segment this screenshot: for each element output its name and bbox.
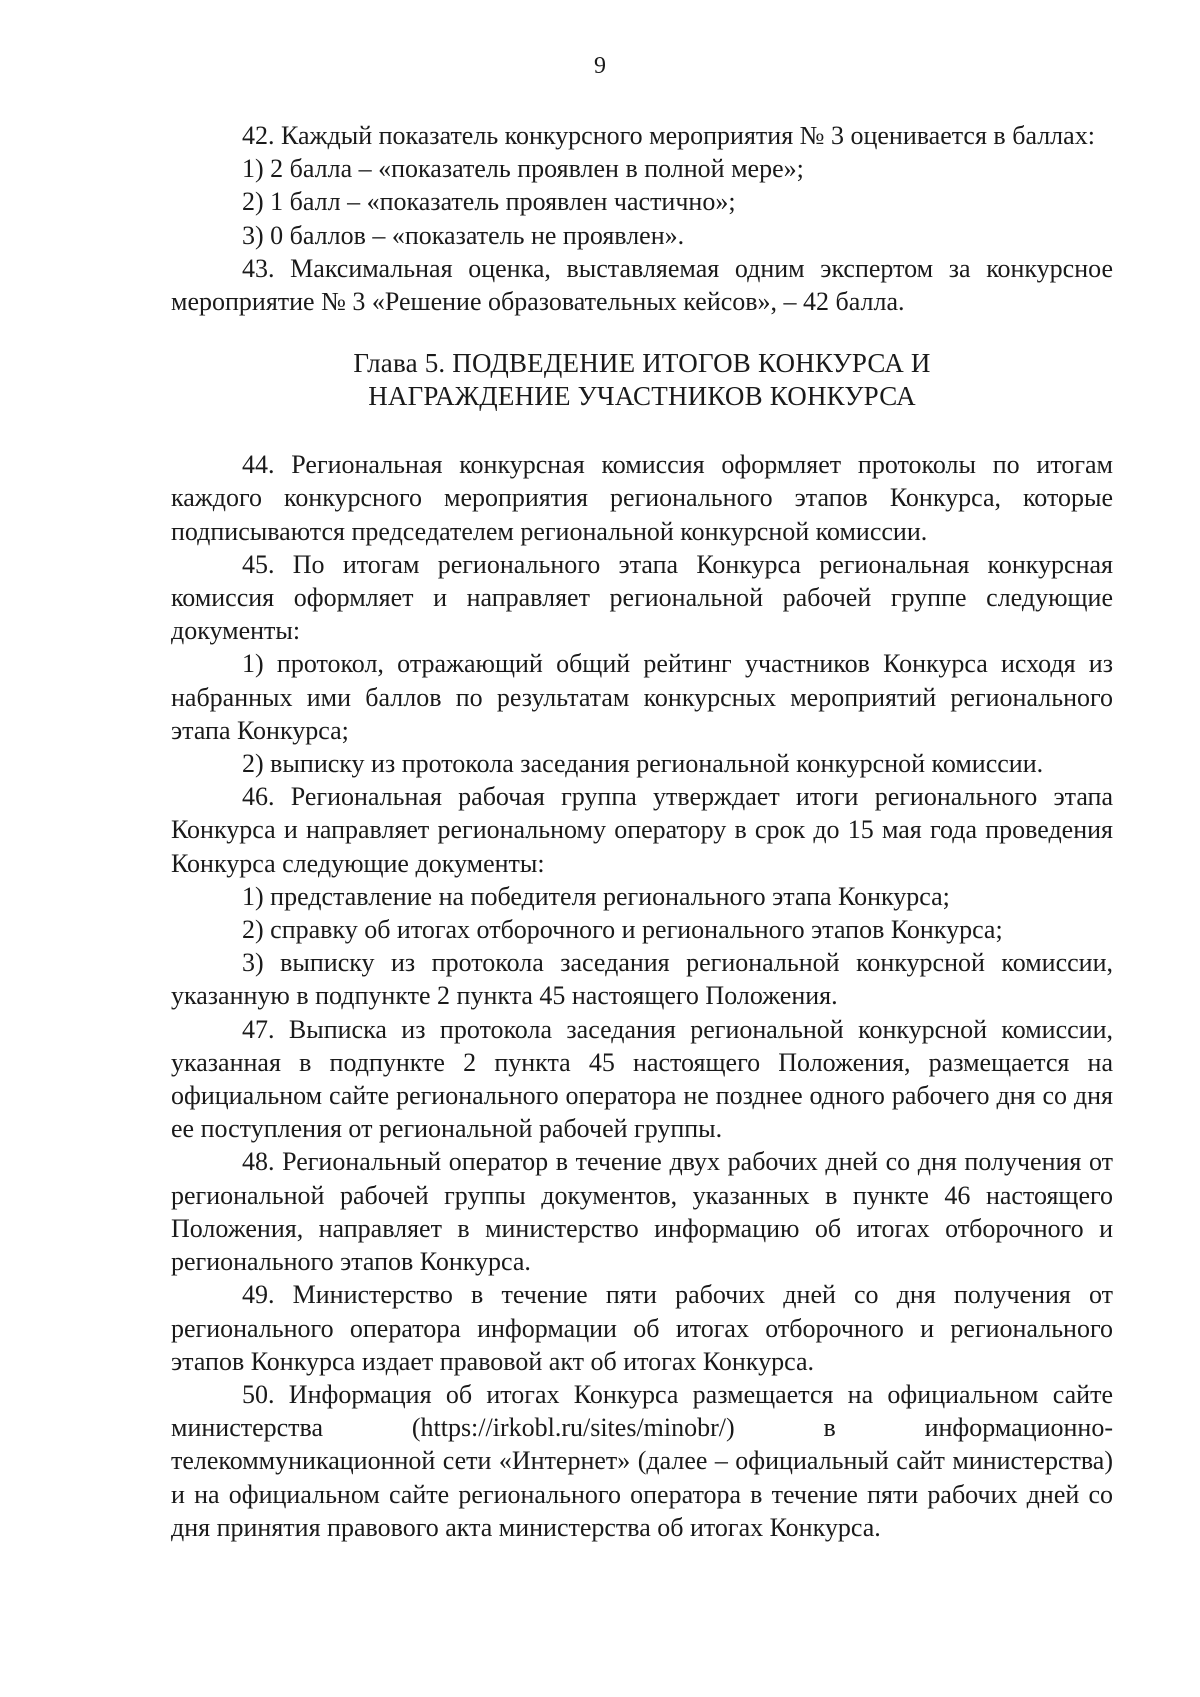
chapter-heading [171,347,1113,413]
paragraph-49: 49. Министерство в течение пяти рабочих дней со дня получения от регионального оператора информации об итогах отборочного и регионального этапов Конкурса издает правовой акт об итогах Конкурса. [171,1280,1113,1376]
list-item-2-points: 1) 2 балла – «показатель проявлен в полной мере»; [242,154,804,184]
spacer [171,413,1113,448]
spacer [171,318,1113,347]
paragraph-44: 44. Региональная конкурсная комиссия оформляет протоколы по итогам каждого конкурсного мероприятия регионального этапов Конкурса, которые подписываются председателем региональной конкурсной комиссии. [171,450,1113,546]
list-item-extract-2: 3) выписку из протокола заседания региональной конкурсной комиссии, указанную в подпункте 2 пункта 45 настоящего Положения. [171,948,1113,1011]
paragraph-45: 45. По итогам регионального этапа Конкурса региональная конкурсная комиссия оформляет и направляет региональной рабочей группе следующие документы: [171,549,1113,646]
list-item-extract: 2) выписку из протокола заседания региональной конкурсной комиссии. [242,749,1044,779]
paragraph-47: 47. Выписка из протокола заседания региональной конкурсной комиссии, указанная в подпункте 2 пункта 45 настоящего Положения, размещается на официальном сайте регионального оператора не позднее одного рабочего дня со дня ее поступления от региональной рабочей группы. [171,1014,1113,1144]
paragraph-46: 46. Региональная рабочая группа утверждает итоги регионального этапа Конкурса и направляет региональному оператору в срок до 15 мая года проведения Конкурса следующие документы: [171,782,1113,878]
paragraph-50: 50. Информация об итогах Конкурса размещается на официальном сайте министерства (https://irkobl.ru/sites/minobr/) в информационно-телекоммуникационной сети «Интернет» (далее – официальный сайт министерства) и на официальном сайте регионального оператора в течение пяти рабочих дней со дня принятия правового акта министерства об итогах Конкурса. [171,1379,1113,1542]
page-number: 9 [594,53,606,79]
list-item-certificate: 2) справку об итогах отборочного и регионального этапов Конкурса; [242,915,1003,945]
list-item-0-points: 3) 0 баллов – «показатель не проявлен». [242,220,685,250]
paragraph-48: 48. Региональный оператор в течение двух рабочих дней со дня получения от региональной рабочей группы документов, указанных в пункте 46 настоящего Положения, направляет в министерство информацию об итогах отборочного и регионального этапов Конкурса. [171,1147,1113,1277]
document-body [171,119,1113,1544]
paragraph-42: 42. Каждый показатель конкурсного мероприятия № 3 оценивается в баллах: [242,121,1095,150]
chapter-heading-line-1: Глава 5. ПОДВЕДЕНИЕ ИТОГОВ КОНКУРСА И [353,348,931,379]
list-item-submission: 1) представление на победителя регионального этапа Конкурса; [242,881,950,911]
list-item-protocol: 1) протокол, отражающий общий рейтинг участников Конкурса исходя из набранных ими баллов по результатам конкурсных мероприятий регионального этапа Конкурса; [171,649,1113,745]
chapter-heading-line-2: НАГРАЖДЕНИЕ УЧАСТНИКОВ КОНКУРСА [368,381,916,412]
paragraph-43: 43. Максимальная оценка, выставляемая одним экспертом за конкурсное мероприятие № 3 «Решение образовательных кейсов», – 42 балла. [171,253,1113,317]
list-item-1-point: 2) 1 балл – «показатель проявлен частично»; [242,187,736,217]
